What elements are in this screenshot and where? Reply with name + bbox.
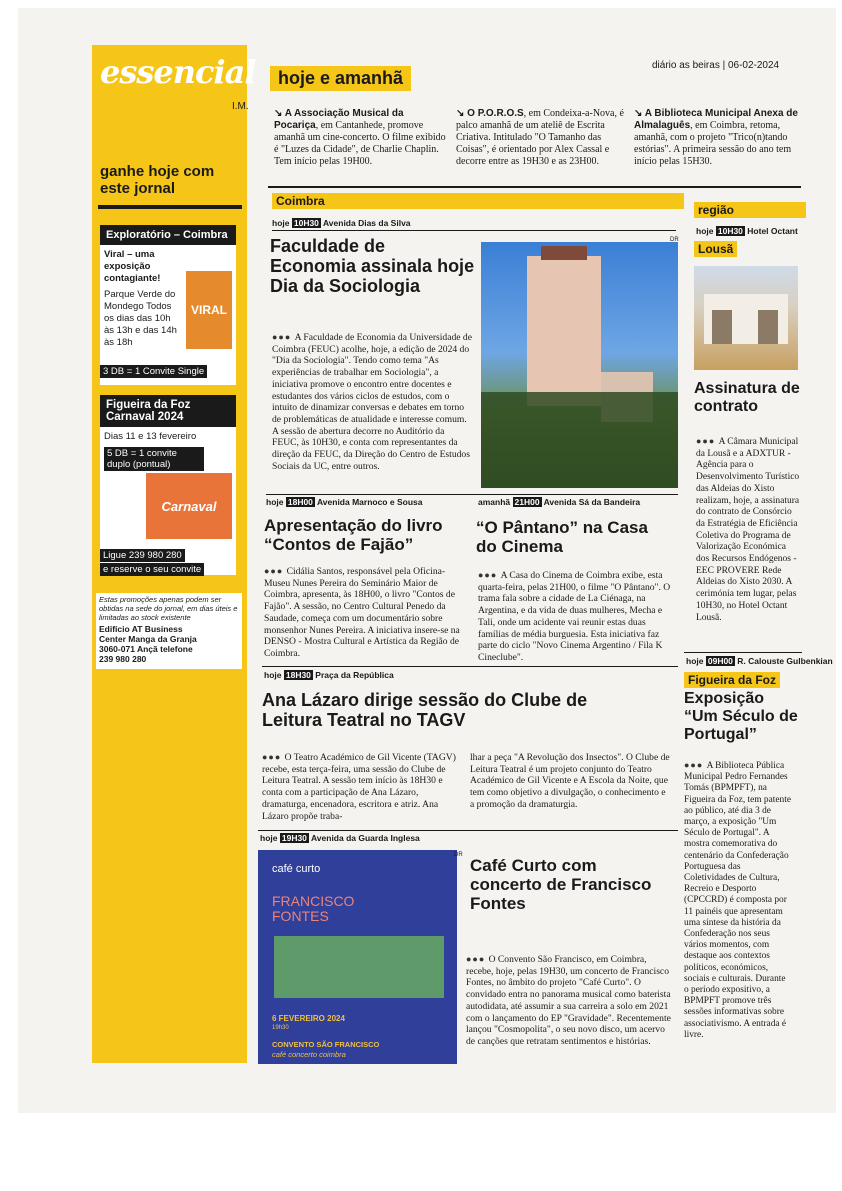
rule bbox=[684, 652, 802, 653]
a3-body: ●●● A Casa do Cinema de Coimbra exibe, esta quarta-feira, pelas 21H00, o filme "O Pântano". O trama fala sobre a cidade de La Ciénaga, na Argentina, e da vida de duas mulheres, Mecha e Tali, onde um acidente vai reunir estas duas famílias de média burguesia. Esta iniciativa faz parte do ciclo "Novo Cinema Argentino / Fila K Cineclube". bbox=[478, 570, 671, 663]
a7-title: Exposição “Um Século de Portugal” bbox=[684, 690, 798, 743]
poster-artist: FRANCISCO FONTES bbox=[272, 893, 355, 924]
publisher: diário as beiras bbox=[652, 60, 720, 71]
issue-date: 06-02-2024 bbox=[727, 60, 780, 71]
carnaval-poster: Carnaval bbox=[146, 473, 232, 539]
a4-title: Ana Lázaro dirige sessão do Clube de Leitura Teatral no TAGV bbox=[262, 690, 588, 731]
briefs-divider bbox=[268, 186, 801, 188]
hotel-photo bbox=[694, 266, 798, 370]
offer-text: Parque Verde do Mondego Todos os dias das 10h às 13h e das 14h às 18h bbox=[104, 289, 177, 348]
a5-location: hoje 19H30 Avenida da Guarda Inglesa bbox=[260, 833, 420, 843]
poster-date: 6 FEVEREIRO 2024 bbox=[272, 1014, 345, 1023]
cafe-curto-poster bbox=[258, 850, 457, 1064]
a6-location: hoje 10H30 Hotel Octant bbox=[696, 226, 798, 236]
a4-location: hoje 18H30 Praça da República bbox=[264, 670, 394, 680]
section-regiao: região bbox=[694, 202, 806, 218]
a1-location: hoje 10H30 Avenida Dias da Silva bbox=[272, 218, 411, 228]
offer-box-exploratorio bbox=[100, 225, 236, 385]
photo-credit: DR bbox=[670, 237, 679, 243]
arch bbox=[758, 310, 778, 344]
hoje-e-amanha-title: hoje e amanhã bbox=[270, 66, 411, 91]
viral-poster: VIRAL bbox=[186, 271, 232, 349]
poster-time: 19h30 bbox=[272, 1025, 289, 1031]
section-lousa: Lousã bbox=[694, 241, 737, 257]
rule bbox=[266, 494, 678, 495]
call-phone: Ligue 239 980 280 bbox=[100, 549, 185, 562]
offer-title: Exploratório – Coimbra bbox=[100, 225, 236, 245]
a1-body: ●●● A Faculdade de Economia da Universidade de Coimbra (FEUC) acolhe, hoje, a edição de 2024 do "Dia da Sociologia". Tendo como tema "As experiências de trabalhar em Sociologia", a iniciativa promove o encontro entre docentes e estudantes dos vários ciclos de estudos, com o intuito de dinamizar conversas e debates em torno de problemáticas de atualidade e interesse comum. A sessão de abertura decorre no Auditório da FEUC, às 10H30, e conta com representantes da direção da FEUC, da Direção do Centro de Estudos Sociais da UC, entre outros. bbox=[272, 332, 472, 472]
a5-title: Café Curto com concerto de Francisco Fontes bbox=[470, 856, 652, 914]
sidebar bbox=[92, 45, 256, 1063]
offer-box-carnaval bbox=[100, 395, 236, 575]
a6-body: ●●● A Câmara Municipal da Lousã e a ADXTUR - Agência para o Desenvolvimento Turístico das Aldeias do Xisto realizam, hoje, a assinatura do contrato de Consórcio da Estratégia de Eficiência Coletiva do Programa de Valorização Económica dos Recursos Endógenos - EEC PROVERE Rede Aldeias do Xisto 2030. A cerimónia tem lugar, pelas 10H30, no Hotel Octant Lousã. bbox=[696, 436, 800, 623]
brief-poros: ↘ O P.O.R.O.S, em Condeixa-a-Nova, é palco amanhã de um ateliê de Escrita Criativa. Intitulado "O Tamanho das Coisas", é orientado por Alex Cassal e decorre entre as 19H30 e as 23H00. bbox=[456, 108, 624, 167]
section-header bbox=[270, 66, 411, 91]
roof bbox=[541, 246, 587, 260]
poster-venue: CONVENTO SÃO FRANCISCO bbox=[272, 1040, 380, 1049]
sidebar-divider bbox=[98, 205, 242, 209]
promo-note: Estas promoções apenas podem ser obtidas na sede do jornal, em dias úteis e limitadas ao stock existente bbox=[99, 595, 238, 622]
rule bbox=[272, 230, 676, 231]
offer-deal: 3 DB = 1 Convite Single bbox=[100, 365, 207, 378]
sede-address: Edifício AT Business Center Manga da Granja 3060-071 Ançã telefone 239 980 280 bbox=[99, 624, 197, 664]
a5-body: ●●● O Convento São Francisco, em Coimbra, recebe, hoje, pelas 19H30, um concerto de Francisco Fontes, no âmbito do projeto "Café Curto". O convidado entra no panorama musical como baterista autodidata, até assumir a sua carreira a solo em 2021 com o lançamento do EP "Gravidade". Recentemente lançou "Cosmopolita", o seu novo disco, um acervo de canções que retratam sentimentos e histórias. bbox=[466, 954, 671, 1047]
a7-body: ●●● A Biblioteca Pública Municipal Pedro Fernandes Tomás (BPMPFT), na Figueira da Foz, tem patente ao público, até dia 3 de março, a exposição "Um Século de Portugal". A mostra comemorativa do centenário da Confederação Portuguesa das Coletividades de Cultura, Recreio e Desporto (CPCCRD) é composta por 11 painéis que apresentam uma síntese da história da Confederação nos seus vários momentos, com destaque aos contextos políticos, económicos, sociais e culturais. Durante o período expositivo, a BPMPFT promove três sessões informativas sobre associativismo. A entrada é livre. bbox=[684, 760, 791, 1040]
a4-body-col2: lhar a peça "A Revolução dos Insectos". O Clube de Leitura Teatral é um projeto conjunto do Teatro Académico de Gil Vicente e A Escola da Noite, que tem como objetivo a divulgação, o conhecimento e a promoção da dramaturgia. bbox=[470, 752, 670, 810]
rule bbox=[258, 830, 678, 831]
a7-location: hoje 09H00 R. Calouste Gulbenkian bbox=[686, 656, 833, 666]
faculdade-photo bbox=[481, 242, 678, 488]
poster-brand: café curto bbox=[272, 863, 321, 875]
section-figueira: Figueira da Foz bbox=[684, 672, 780, 688]
brief-pocarica: ↘ A Associação Musical da Pocariça, em Cantanhede, promove amanhã um cine-concerto. O filme exibido é "Luzes da Cidade", de Charlie Chaplin. Tem início pelas 19H00. bbox=[274, 108, 446, 167]
building bbox=[527, 256, 601, 406]
brief-almalagues: ↘ A Biblioteca Municipal Anexa de Almalaguês, em Coimbra, retoma, amanhã, com o projeto "Trico(n)tando estórias". A primeira sessão do ano tem início pelas 15H30. bbox=[634, 108, 798, 167]
a6-title: Assinatura de contrato bbox=[694, 380, 800, 415]
arch bbox=[712, 310, 732, 344]
masthead: diário as beiras | 06-02-2024 bbox=[652, 60, 780, 71]
poster-photo bbox=[274, 936, 444, 998]
trees bbox=[481, 392, 678, 488]
rule bbox=[262, 666, 678, 667]
a2-body: ●●● Cidália Santos, responsável pela Oficina-Museu Nunes Pereira do Seminário Maior de Coimbra, apresenta, às 18H00, o livro "Contos de Fajão". A sessão, no Centro Cultural Penedo da Saudade, começa com um documentário sobre monsenhor Nunes Pereira. A iniciativa insere-se na DENSO - Mostra Cultural e Artística da Região de Coimbra. bbox=[264, 566, 460, 659]
ganhe-heading: ganhe hoje com este jornal bbox=[100, 163, 215, 197]
offer-title: Figueira da Foz Carnaval 2024 bbox=[100, 395, 236, 427]
a1-title: Faculdade de Economia assinala hoje Dia da Sociologia bbox=[270, 236, 475, 297]
a2-location: hoje 18H00 Avenida Marnoco e Sousa bbox=[266, 497, 423, 507]
call-reserve: e reserve o seu convite bbox=[100, 563, 204, 576]
sidebar-notes bbox=[96, 593, 242, 669]
a4-body-col1: ●●● O Teatro Académico de Gil Vicente (TAGV) recebe, esta terça-feira, uma sessão do Clube de Leitura Teatral. A sessão tem início às 18H30 e conta com a participação de Ana Lázaro, dramaturga, encenadora, escritora e atriz. Ana Lázaro propõe traba- bbox=[262, 752, 456, 822]
section-coimbra: Coimbra bbox=[272, 193, 684, 209]
author-initials: I.M. bbox=[232, 101, 249, 112]
a2-title: Apresentação do livro “Contos de Fajão” bbox=[264, 516, 443, 555]
offer-deal: 5 DB = 1 convite duplo (pontual) bbox=[104, 447, 204, 471]
poster-sub: café concerto coimbra bbox=[272, 1050, 346, 1059]
offer-subtitle: Viral – uma exposição contagiante! bbox=[104, 249, 161, 284]
offer-text: Dias 11 e 13 fevereiro bbox=[104, 431, 197, 442]
a3-location: amanhã 21H00 Avenida Sá da Bandeira bbox=[478, 497, 641, 507]
essencial-logo: essencial bbox=[100, 53, 256, 91]
photo-credit: DR bbox=[454, 852, 463, 858]
a3-title: “O Pântano” na Casa do Cinema bbox=[476, 518, 648, 557]
